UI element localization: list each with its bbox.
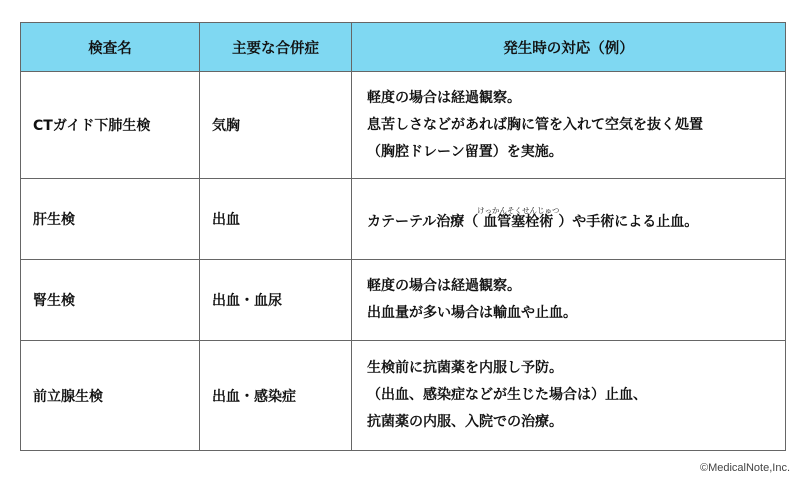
response-line: 軽度の場合は経過観察。 <box>367 89 521 106</box>
response-line: 軽度の場合は経過観察。 <box>367 278 521 294</box>
header-main-complications: 主要な合併症 <box>200 23 352 72</box>
response-cell <box>352 260 786 341</box>
response-line: 生検前に抗菌薬を内服し予防。 <box>367 360 563 376</box>
exam-name-cell: 腎生検 <box>21 260 200 341</box>
header-exam-name: 検査名 <box>21 23 200 72</box>
response-text-before: カテーテル治療（ <box>367 213 479 230</box>
response-line: 出血量が多い場合は輸血や止血。 <box>367 305 577 321</box>
response-line: （出血、感染症などが生じた場合は）止血、 <box>367 387 647 403</box>
table-row-kidney-biopsy <box>21 260 786 341</box>
response-line <box>367 206 779 233</box>
response-cell <box>352 341 786 451</box>
complication-cell: 出血 <box>200 179 352 260</box>
copyright-notice: ©MedicalNote,Inc. <box>699 462 790 474</box>
furigana-term <box>477 205 560 230</box>
exam-name-cell: 肝生検 <box>21 179 200 260</box>
complication-cell: 出血・感染症 <box>200 341 352 451</box>
furigana-base: 血管塞栓術 <box>477 213 560 230</box>
table-row-prostate-biopsy <box>21 341 786 451</box>
header-response-example: 発生時の対応（例） <box>352 23 786 72</box>
furigana-reading: けっかんそくせんじゅつ <box>477 205 560 215</box>
complications-table <box>20 22 786 451</box>
complication-cell: 出血・血尿 <box>200 260 352 341</box>
response-line: 抗菌薬の内服、入院での治療。 <box>367 414 563 430</box>
response-cell <box>352 72 786 179</box>
response-line: 息苦しさなどがあれば胸に管を入れて空気を抜く処置 <box>367 116 703 133</box>
exam-name-cell: 前立腺生検 <box>21 341 200 451</box>
response-cell <box>352 179 786 260</box>
table-header-row <box>21 23 786 72</box>
exam-name-cell: CTガイド下肺生検 <box>21 72 200 179</box>
complication-cell: 気胸 <box>200 72 352 179</box>
table-row-ct-lung-biopsy <box>21 72 786 179</box>
table-row-liver-biopsy <box>21 179 786 260</box>
response-line: （胸腔ドレーン留置）を実施。 <box>367 143 563 160</box>
response-text-after: ）や手術による止血。 <box>558 213 699 230</box>
